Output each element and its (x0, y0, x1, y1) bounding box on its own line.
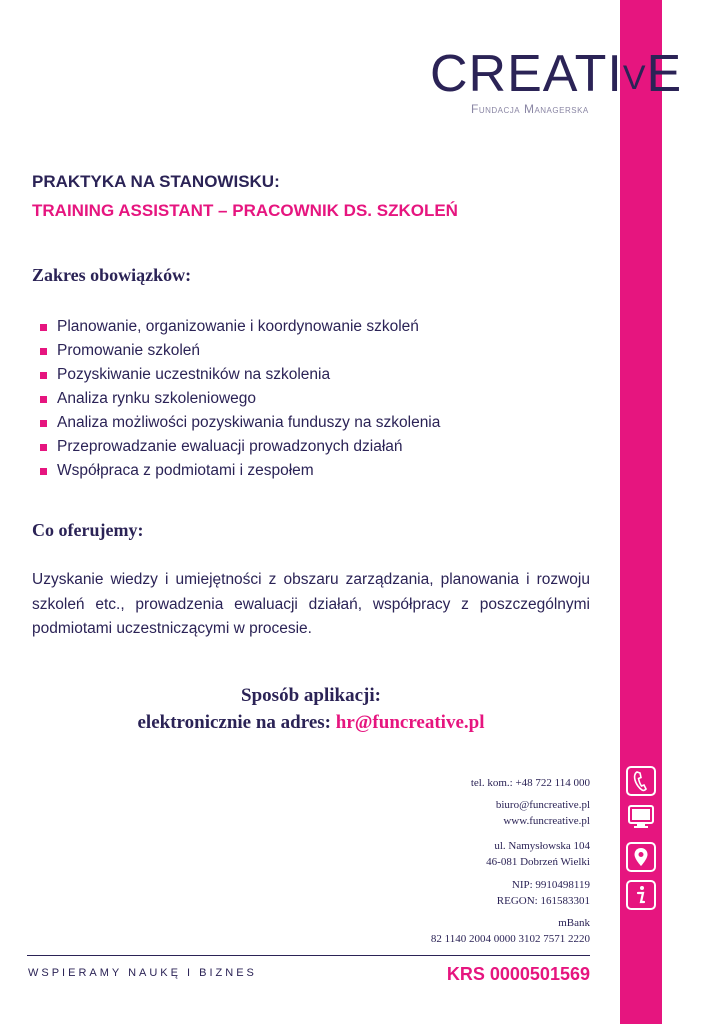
contact-address (486, 838, 590, 870)
bullet-icon (40, 372, 47, 379)
contact-phone: tel. kom.: +48 722 114 000 (470, 777, 590, 789)
apply-heading: Sposób aplikacji: (241, 685, 381, 706)
list-item (40, 459, 440, 483)
bullet-icon (40, 420, 47, 427)
footer-divider (27, 955, 590, 956)
regon-number: REGON: 161583301 (496, 895, 590, 907)
monitor-icon (626, 802, 656, 832)
list-item-text: Promowanie szkoleń (57, 342, 201, 359)
list-item (40, 363, 440, 387)
krs-number: KRS 0000501569 (446, 964, 590, 984)
position-title: TRAINING ASSISTANT – PRACOWNIK DS. SZKOLEŃ (32, 201, 458, 220)
application-info (32, 682, 590, 736)
creative-logo (430, 44, 700, 119)
list-item-text: Pozyskiwanie uczestników na szkolenia (57, 366, 331, 383)
list-item (40, 435, 440, 459)
list-item (40, 387, 440, 411)
info-icon (626, 880, 656, 910)
bank-account: 82 1140 2004 0000 3102 7571 2220 (430, 933, 590, 945)
list-item-text: Przeprowadzanie ewaluacji prowadzonych działań (57, 438, 403, 455)
logo-end: E (646, 45, 683, 103)
contact-bank (431, 915, 590, 947)
offer-heading: Co oferujemy: (32, 520, 144, 540)
address-city: 46-081 Dobrzeń Wielki (486, 856, 590, 868)
contact-web (496, 797, 590, 829)
list-item-text: Analiza możliwości pozyskiwania funduszy na szkolenia (57, 414, 441, 431)
duties-heading: Zakres obowiązków: (32, 265, 192, 285)
contact-email-link[interactable]: biuro@funcreative.pl (495, 799, 590, 811)
list-item-text: Analiza rynku szkoleniowego (57, 390, 257, 407)
address-street: ul. Namysłowska 104 (494, 840, 590, 852)
apply-prefix: elektronicznie na adres: (137, 712, 336, 733)
list-item-text: Planowanie, organizowanie i koordynowanie szkoleń (57, 318, 419, 335)
logo-subtitle: Fundacja Managerska (471, 102, 589, 116)
location-pin-icon (626, 842, 656, 872)
list-item (40, 339, 440, 363)
logo-wordmark (430, 44, 682, 110)
bullet-icon (40, 468, 47, 475)
logo-main: CREATI (430, 45, 623, 103)
bullet-icon (40, 396, 47, 403)
list-item (40, 315, 440, 339)
duties-list (40, 315, 440, 483)
contact-registry (497, 877, 590, 909)
apply-line (32, 709, 590, 736)
bullet-icon (40, 348, 47, 355)
footer-tagline: WSPIERAMY NAUKĘ I BIZNES (28, 967, 257, 979)
apply-email-link[interactable]: hr@funcreative.pl (335, 712, 485, 733)
position-label: PRAKTYKA NA STANOWISKU: (32, 172, 280, 191)
list-item-text: Współpraca z podmiotami i zespołem (57, 462, 314, 479)
bullet-icon (40, 324, 47, 331)
list-item (40, 411, 440, 435)
nip-number: NIP: 9910498119 (511, 879, 590, 891)
logo-small-letter: V (622, 59, 647, 97)
phone-icon (626, 766, 656, 796)
bullet-icon (40, 444, 47, 451)
bank-name: mBank (558, 917, 590, 929)
offer-paragraph: Uzyskanie wiedzy i umiejętności z obszaru zarządzania, planowania i rozwoju szkoleń etc., prowadzenia ewaluacji działań, współpracy z poszczególnymi podmiotami uczestniczącymi w procesie. (32, 571, 590, 637)
contact-website-link[interactable]: www.funcreative.pl (503, 815, 590, 827)
